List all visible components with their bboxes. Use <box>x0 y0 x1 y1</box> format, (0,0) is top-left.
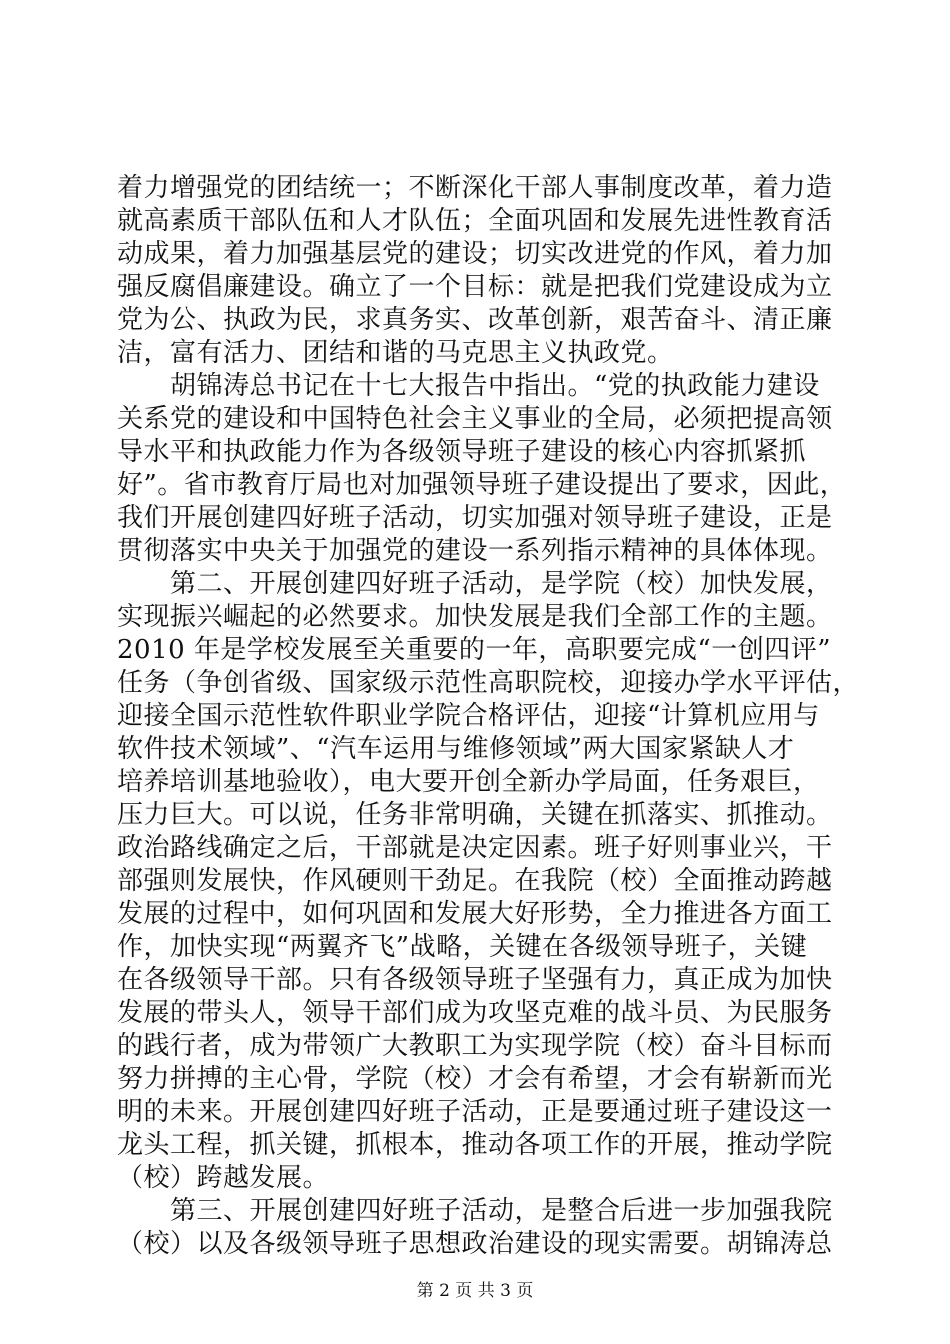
body-text-line: 贯彻落实中央关于加强党的建设一系列指示精神的具体体现。 <box>117 536 833 566</box>
body-text-line: 导水平和执政能力作为各级领导班子建设的核心内容抓紧抓 <box>117 437 807 467</box>
body-text-line: 好”。省市教育厅局也对加强领导班子建设提出了要求，因此， <box>117 470 847 500</box>
body-text-line: 明的未来。开展创建四好班子活动，正是要通过班子建设这一 <box>117 1097 833 1127</box>
body-text-line: 龙头工程，抓关键，抓根本，推动各项工作的开展，推动学院 <box>117 1130 833 1160</box>
body-text-line: 的践行者，成为带领广大教职工为实现学院（校）奋斗目标而 <box>117 1031 833 1061</box>
body-text-line: 第二、开展创建四好班子活动，是学院（校）加快发展， <box>117 569 833 599</box>
body-text-line: 第三、开展创建四好班子活动，是整合后进一步加强我院 <box>117 1196 833 1226</box>
body-text-line: 胡锦涛总书记在十七大报告中指出。“党的执政能力建设 <box>117 371 820 401</box>
body-text-line: 任务（争创省级、国家级示范性高职院校，迎接办学水平评估， <box>117 668 860 698</box>
body-text-line: 在各级领导干部。只有各级领导班子坚强有力，真正成为加快 <box>117 965 833 995</box>
body-text-line: 我们开展创建四好班子活动，切实加强对领导班子建设，正是 <box>117 503 833 533</box>
body-text-line: 迎接全国示范性软件职业学院合格评估，迎接“计算机应用与 <box>117 701 820 731</box>
body-text-line: 努力拼搏的主心骨，学院（校）才会有希望，才会有崭新而光 <box>117 1064 833 1094</box>
body-text-line: 2010 年是学校发展至关重要的一年，高职要完成“一创四评” <box>117 635 832 665</box>
body-text-line: 动成果，着力加强基层党的建设；切实改进党的作风，着力加 <box>117 239 833 269</box>
page-footer <box>0 1280 950 1302</box>
body-text-line: 发展的带头人，领导干部们成为攻坚克难的战斗员、为民服务 <box>117 998 833 1028</box>
body-text-line: 着力增强党的团结统一；不断深化干部人事制度改革，着力造 <box>117 173 833 203</box>
body-text-line: 部强则发展快，作风硬则干劲足。在我院（校）全面推动跨越 <box>117 866 833 896</box>
body-text-line: 压力巨大。可以说，任务非常明确，关键在抓落实、抓推动。 <box>117 800 833 830</box>
body-text-line: （校）跨越发展。 <box>117 1163 330 1193</box>
body-text-line: 党为公、执政为民，求真务实、改革创新，艰苦奋斗、清正廉 <box>117 305 833 335</box>
body-text-line: 就高素质干部队伍和人才队伍；全面巩固和发展先进性教育活 <box>117 206 833 236</box>
body-text-line: （校）以及各级领导班子思想政治建设的现实需要。胡锦涛总 <box>117 1229 833 1259</box>
body-text-line: 发展的过程中，如何巩固和发展大好形势，全力推进各方面工 <box>117 899 833 929</box>
page-indicator: 第 2 页 共 3 页 <box>416 1281 534 1301</box>
body-text-line: 培养培训基地验收），电大要开创全新办学局面，任务艰巨， <box>117 767 820 797</box>
body-text-line: 软件技术领域”、“汽车运用与维修领域”两大国家紧缺人才 <box>117 734 795 764</box>
body-text-line: 实现振兴崛起的必然要求。加快发展是我们全部工作的主题。 <box>117 602 833 632</box>
body-text-line: 政治路线确定之后，干部就是决定因素。班子好则事业兴，干 <box>117 833 833 863</box>
body-text-line: 关系党的建设和中国特色社会主义事业的全局，必须把提高领 <box>117 404 833 434</box>
body-text-line: 洁，富有活力、团结和谐的马克思主义执政党。 <box>117 338 674 368</box>
body-text-line: 作，加快实现“两翼齐飞”战略，关键在各级领导班子，关键 <box>117 932 808 962</box>
body-text-line: 强反腐倡廉建设。确立了一个目标：就是把我们党建设成为立 <box>117 272 833 302</box>
